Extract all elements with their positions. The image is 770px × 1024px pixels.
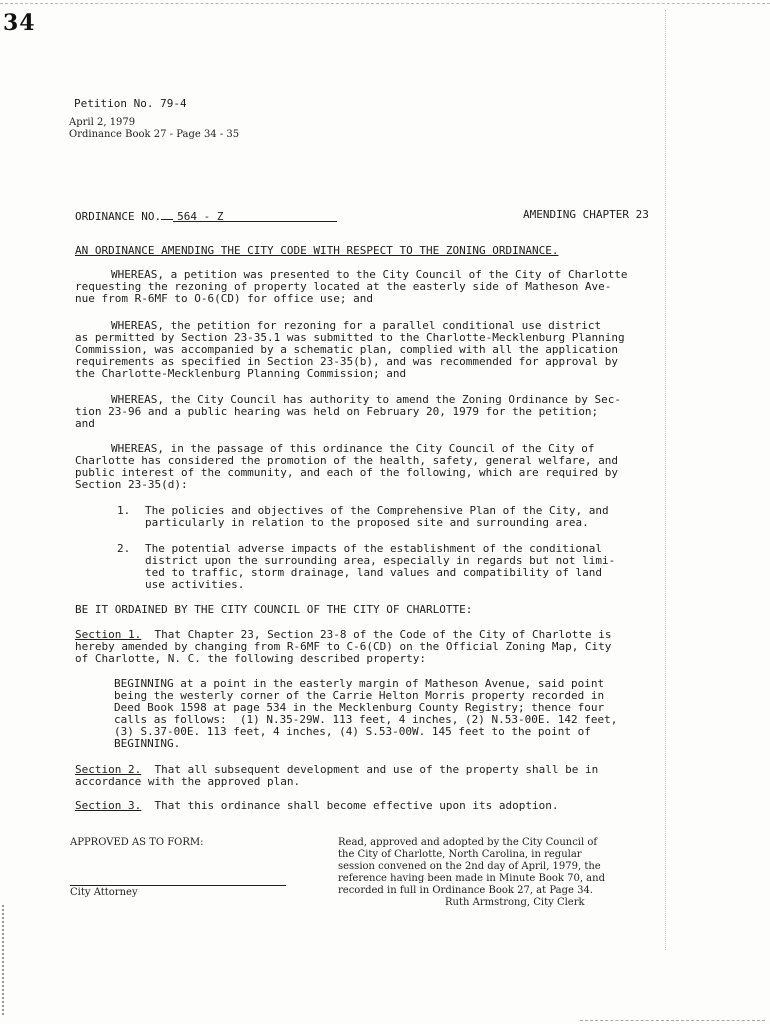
whereas-2-line: requirements as specified in Section 23-35(b), and was recommended for approval by	[75, 355, 619, 368]
whereas-4-line: WHEREAS, in the passage of this ordinance the City Council of the City of	[111, 442, 595, 455]
property-description-line: Deed Book 1598 at page 534 in the Mecklenburg County Registry; thence four	[114, 701, 605, 714]
ordinance-number-row	[75, 209, 337, 223]
certification-line: recorded in full in Ordinance Book 27, at Page 34.	[338, 885, 593, 896]
item-1-line: particularly in relation to the proposed site and surrounding area.	[145, 516, 589, 529]
section-3-label: Section 3.	[75, 799, 142, 812]
certification-line: session convened on the 2nd day of April, 1979, the	[338, 861, 601, 872]
whereas-4-line: public interest of the community, and each of the following, which are required by	[75, 466, 619, 479]
page-number: 34	[3, 10, 36, 36]
property-description-line: BEGINNING at a point in the easterly margin of Matheson Avenue, said point	[114, 677, 605, 690]
section-1-line: hereby amended by changing from R-6MF to C-6(CD) on the Official Zoning Map, City	[75, 640, 612, 653]
whereas-1-line: requesting the rezoning of property located at the easterly side of Matheson Ave-	[75, 280, 612, 293]
ordinance-number: 564 - Z	[173, 211, 337, 222]
item-2-line: use activities.	[145, 578, 245, 591]
section-1-first-line: Section 1. That Chapter 23, Section 23-8 of the Code of the City of Charlotte is	[75, 628, 612, 641]
petition-number: Petition No. 79-4	[74, 97, 187, 110]
property-description-line: being the westerly corner of the Carrie Helton Morris property recorded in	[114, 689, 605, 702]
whereas-3-line: WHEREAS, the City Council has authority to amend the Zoning Ordinance by Sec-	[111, 393, 621, 406]
item-2-line: The potential adverse impacts of the establishment of the conditional	[145, 542, 602, 555]
item-2-line: district upon the surrounding area, especially in regards but not limi-	[145, 554, 616, 567]
whereas-1-line: nue from R-6MF to O-6(CD) for office use; and	[75, 292, 374, 305]
ordained-clause: BE IT ORDAINED BY THE CITY COUNCIL OF THE CITY OF CHARLOTTE:	[75, 603, 473, 616]
whereas-4-line: Charlotte has considered the promotion of the health, safety, general welfare, and	[75, 454, 619, 467]
ordinance-book-reference: Ordinance Book 27 - Page 34 - 35	[69, 129, 240, 140]
section-3-line: Section 3. That this ordinance shall become effective upon its adoption.	[75, 799, 559, 812]
certification-line: the City of Charlotte, North Carolina, in regular	[338, 849, 582, 860]
ordinance-title: AN ORDINANCE AMENDING THE CITY CODE WITH RESPECT TO THE ZONING ORDINANCE.	[75, 244, 559, 257]
petition-date: April 2, 1979	[69, 117, 136, 128]
whereas-3-line: tion 23-96 and a public hearing was held on February 20, 1979 for the petition;	[75, 405, 599, 418]
section-2-label: Section 2.	[75, 763, 142, 776]
city-clerk: Ruth Armstrong, City Clerk	[445, 897, 585, 908]
section-1-label: Section 1.	[75, 628, 142, 641]
section-1-line: of Charlotte, N. C. the following described property:	[75, 652, 426, 665]
whereas-2-line: the Charlotte-Mecklenburg Planning Commission; and	[75, 367, 407, 380]
scan-top-edge	[0, 3, 770, 4]
item-2-line: ted to traffic, storm drainage, land values and compatibility of land	[145, 566, 602, 579]
whereas-4-line: Section 23-35(d):	[75, 478, 188, 491]
ordinance-label: ORDINANCE NO.	[75, 210, 162, 223]
whereas-3-line: and	[75, 417, 95, 430]
section-2-line: accordance with the approved plan.	[75, 775, 301, 788]
whereas-2-line: as permitted by Section 23-35.1 was submitted to the Charlotte-Mecklenburg Planning	[75, 331, 625, 344]
whereas-1-line: WHEREAS, a petition was presented to the City Council of the City of Charlotte	[111, 268, 628, 281]
signature-line	[70, 885, 286, 886]
property-description-line: calls as follows: (1) N.35-29W. 113 feet, 4 inches, (2) N.53-00E. 142 feet,	[114, 713, 618, 726]
certification-line: reference having been made in Minute Book 70, and	[338, 873, 605, 884]
whereas-2-line: Commission, was accompanied by a schematic plan, complied with all the application	[75, 343, 619, 356]
item-1-line: The policies and objectives of the Comprehensive Plan of the City, and	[145, 504, 609, 517]
amending-chapter: AMENDING CHAPTER 23	[523, 208, 649, 221]
scan-left-artifact	[2, 905, 4, 1015]
whereas-2-line: WHEREAS, the petition for rezoning for a parallel conditional use district	[111, 319, 602, 332]
approved-as-to-form: APPROVED AS TO FORM:	[70, 837, 204, 848]
certification-line: Read, approved and adopted by the City Council of	[338, 837, 598, 848]
item-1-number: 1.	[117, 504, 131, 517]
scan-right-artifact	[665, 10, 666, 950]
scan-bottom-edge	[580, 1020, 765, 1021]
item-2-number: 2.	[117, 542, 131, 555]
section-2-first-line: Section 2. That all subsequent development and use of the property shall be in	[75, 763, 599, 776]
city-attorney-label: City Attorney	[70, 887, 138, 898]
property-description-line: (3) S.37-00E. 113 feet, 4 inches, (4) S.53-00W. 145 feet to the point of	[114, 725, 591, 738]
property-description-line: BEGINNING.	[114, 737, 181, 750]
